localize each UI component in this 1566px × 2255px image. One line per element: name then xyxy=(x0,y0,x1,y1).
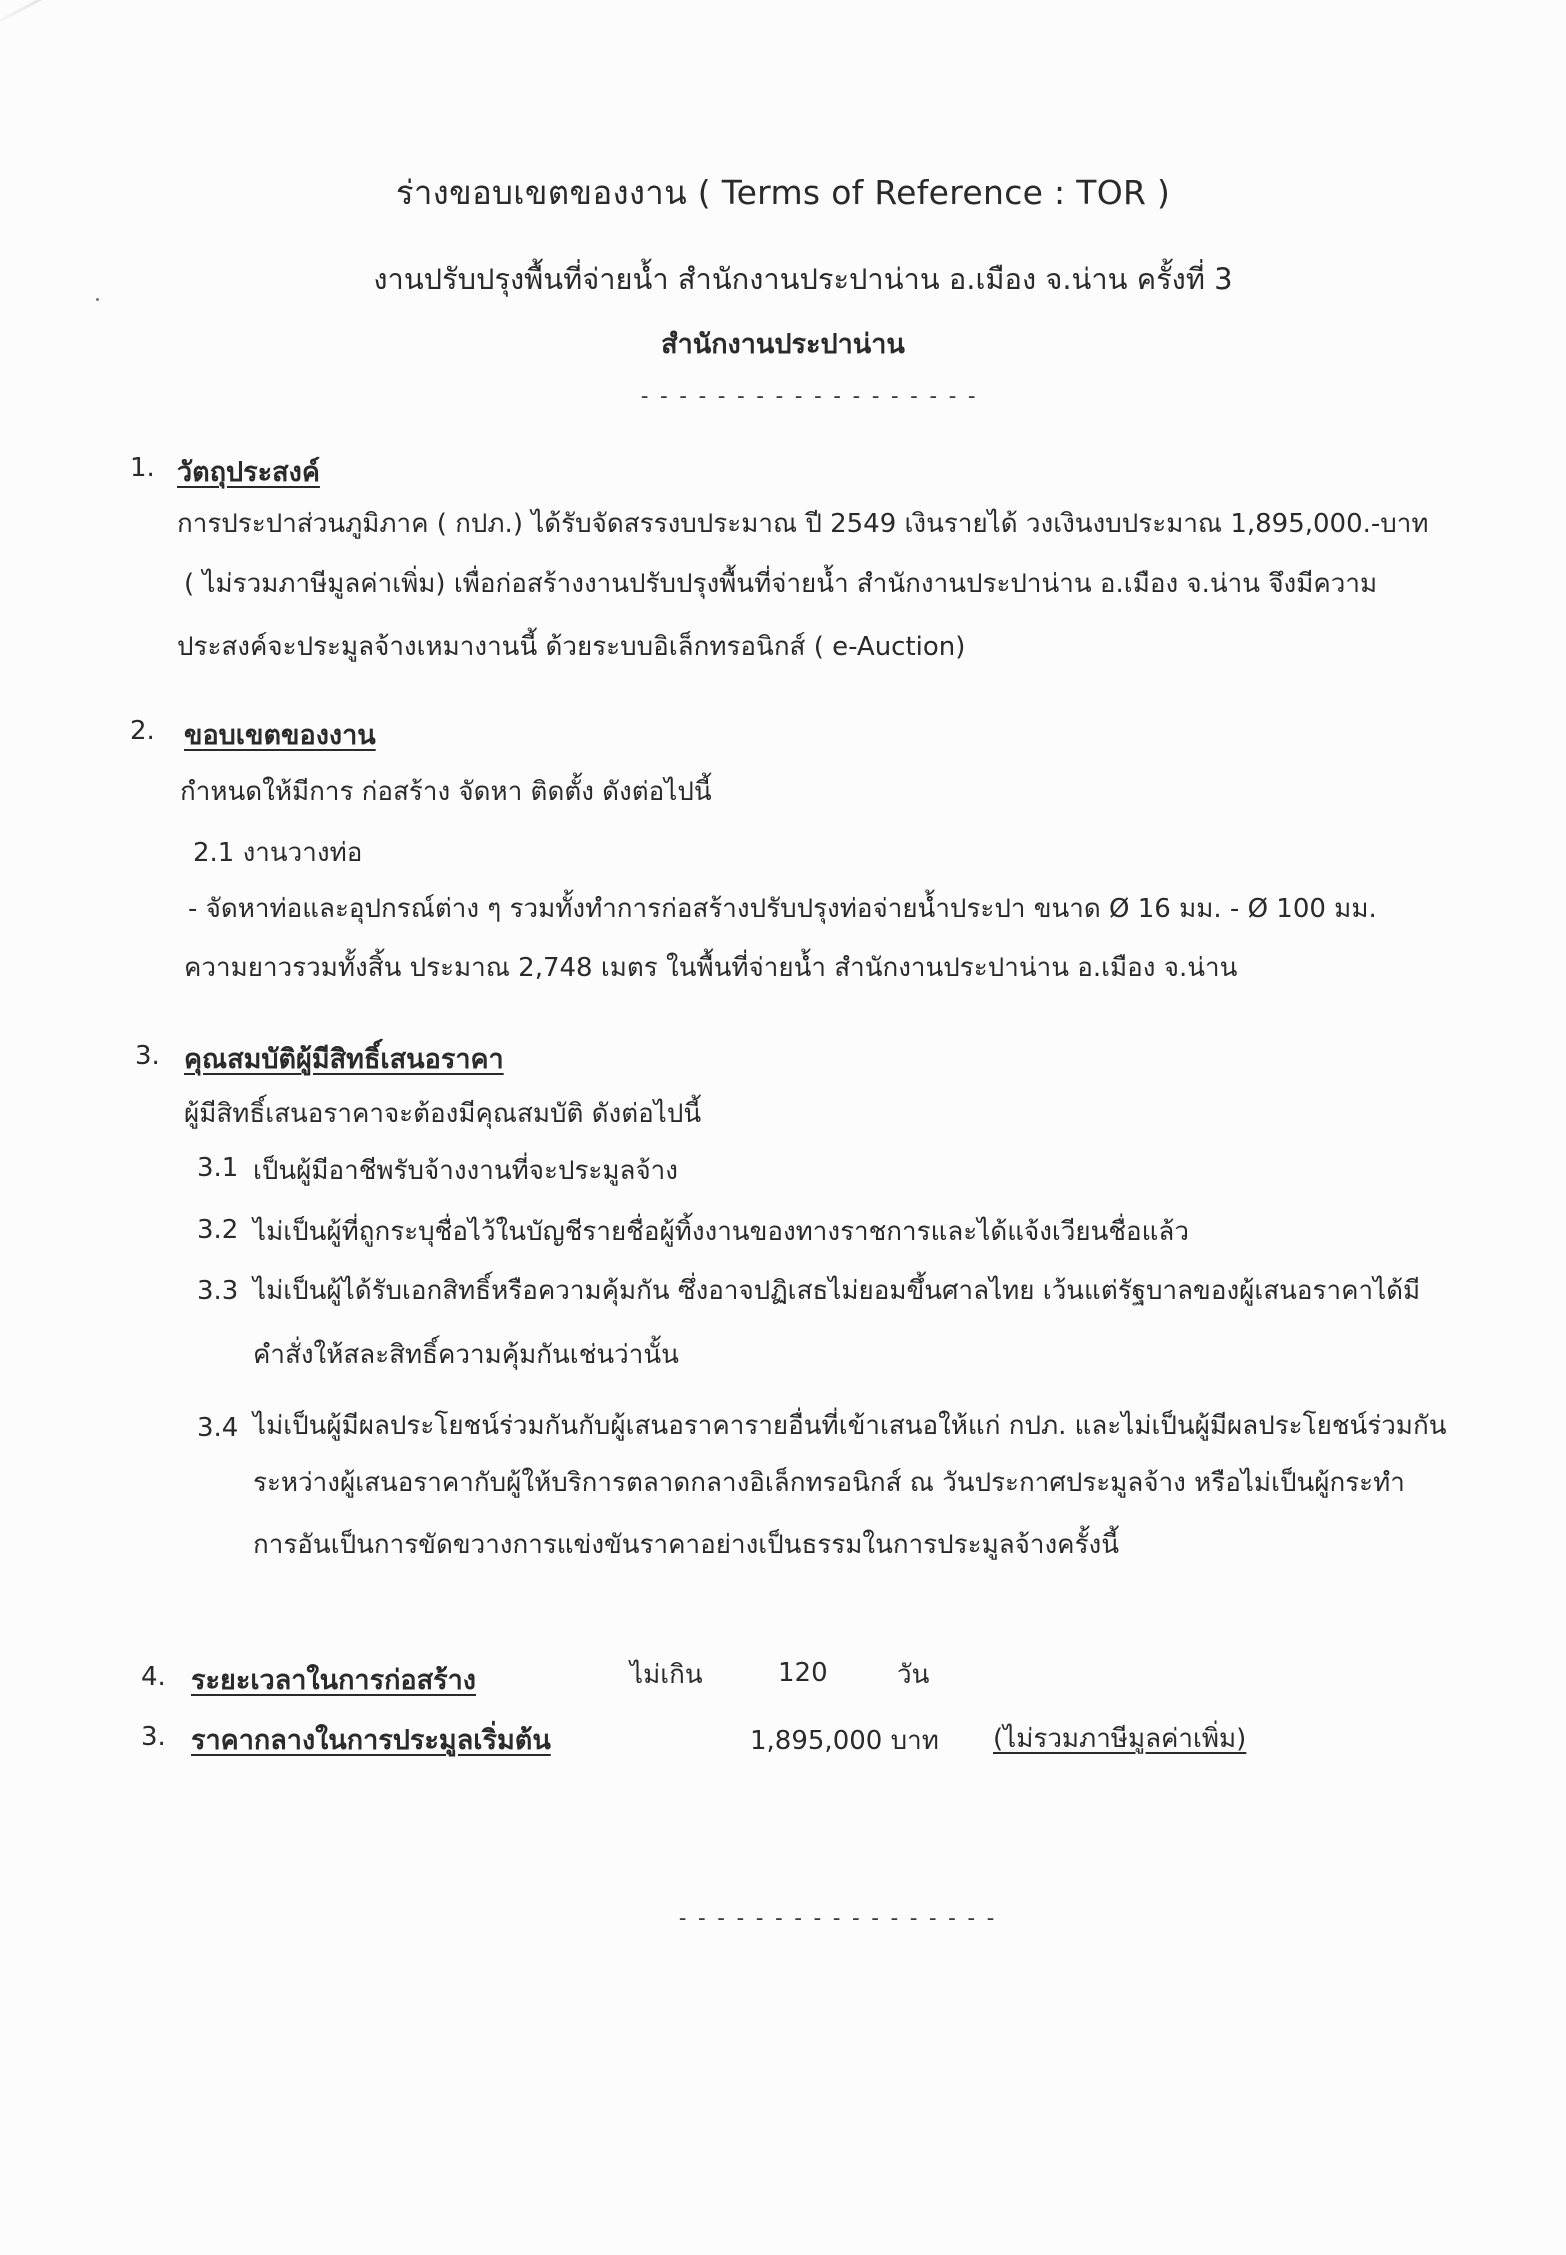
document-subtitle: งานปรับปรุงพื้นที่จ่ายน้ำ สำนักงานประปาน่าน อ.เมือง จ.น่าน ครั้งที่ 3 xyxy=(373,262,1233,296)
reference-price-amount: 1,895,000 บาท xyxy=(750,1726,939,1756)
section-2-line-2: ความยาวรวมทั้งสิ้น ประมาณ 2,748 เมตร ในพื้นที่จ่ายน้ำ สำนักงานประปาน่าน อ.เมือง จ.น่าน xyxy=(184,953,1238,983)
item-3-2-text: ไม่เป็นผู้ที่ถูกระบุชื่อไว้ในบัญชีรายชื่อผู้ทิ้งงานของทางราชการและได้แจ้งเวียนชื่อแล้ว xyxy=(253,1217,1189,1247)
section-1-line-2: ( ไม่รวมภาษีมูลค่าเพิ่ม) เพื่อก่อสร้างงานปรับปรุงพื้นที่จ่ายน้ำ สำนักงานประปาน่าน อ.เมือง จ.น่าน จึงมีความ xyxy=(184,569,1378,599)
section-1-heading: วัตถุประสงค์ xyxy=(177,457,320,488)
section-3-number: 3. xyxy=(135,1041,160,1071)
section-2-number: 2. xyxy=(130,716,155,746)
section-2-intro: กำหนดให้มีการ ก่อสร้าง จัดหา ติดตั้ง ดังต่อไปนี้ xyxy=(180,777,712,807)
document-title: ร่างขอบเขตของงาน ( Terms of Reference : TOR ) xyxy=(395,173,1171,212)
item-3-4-label: 3.4 xyxy=(197,1413,239,1443)
item-3-4-cont-1: ระหว่างผู้เสนอราคากับผู้ให้บริการตลาดกลางอิเล็กทรอนิกส์ ณ วันประกาศประมูลจ้าง หรือไม่เป็นผู้กระทำ xyxy=(253,1468,1405,1498)
section-5-heading: ราคากลางในการประมูลเริ่มต้น xyxy=(191,1725,551,1756)
office-name: สำนักงานประปาน่าน xyxy=(661,329,905,360)
section-5-number: 3. xyxy=(141,1722,166,1752)
item-3-3-cont-1: คำสั่งให้สละสิทธิ์ความคุ้มกันเช่นว่านั้น xyxy=(253,1340,679,1370)
duration-value: 120 xyxy=(778,1658,828,1688)
section-2-line-1: - จัดหาท่อและอุปกรณ์ต่าง ๆ รวมทั้งทำการก่อสร้างปรับปรุงท่อจ่ายน้ำประปา ขนาด Ø 16 มม. - Ø 100 มม. xyxy=(188,894,1377,924)
item-3-4-cont-2: การอันเป็นการขัดขวางการแข่งขันราคาอย่างเป็นธรรมในการประมูลจ้างครั้งนี้ xyxy=(253,1530,1120,1560)
bottom-divider: ----------------- xyxy=(676,1906,1004,1931)
section-2-sub-label: 2.1 งานวางท่อ xyxy=(193,838,363,868)
item-3-2-label: 3.2 xyxy=(197,1215,239,1245)
section-3-heading: คุณสมบัติผู้มีสิทธิ์เสนอราคา xyxy=(184,1044,504,1075)
top-divider: ------------------ xyxy=(638,384,985,409)
reference-price-note: (ไม่รวมภาษีมูลค่าเพิ่ม) xyxy=(993,1724,1247,1754)
section-4-number: 4. xyxy=(141,1662,166,1692)
item-3-1-label: 3.1 xyxy=(197,1153,239,1183)
section-3-intro: ผู้มีสิทธิ์เสนอราคาจะต้องมีคุณสมบัติ ดังต่อไปนี้ xyxy=(184,1099,702,1129)
section-1-number: 1. xyxy=(130,453,155,483)
item-3-4-text: ไม่เป็นผู้มีผลประโยชน์ร่วมกันกับผู้เสนอราคารายอื่นที่เข้าเสนอให้แก่ กปภ. และไม่เป็นผู้มีผลประโยชน์ร่วมกัน xyxy=(253,1411,1447,1441)
duration-unit: วัน xyxy=(897,1660,930,1690)
item-3-1-text: เป็นผู้มีอาชีพรับจ้างงานที่จะประมูลจ้าง xyxy=(253,1156,678,1186)
section-1-line-3: ประสงค์จะประมูลจ้างเหมางานนี้ ด้วยระบบอิเล็กทรอนิกส์ ( e-Auction) xyxy=(177,632,966,662)
item-3-3-label: 3.3 xyxy=(197,1276,239,1306)
section-2-heading: ขอบเขตของงาน xyxy=(184,720,376,751)
section-1-line-1: การประปาส่วนภูมิภาค ( กปภ.) ได้รับจัดสรรงบประมาณ ปี 2549 เงินรายได้ วงเงินงบประมาณ 1,895,000.-บาท xyxy=(177,509,1429,539)
scan-artifact xyxy=(0,0,175,33)
item-3-3-text: ไม่เป็นผู้ได้รับเอกสิทธิ์หรือความคุ้มกัน ซึ่งอาจปฏิเสธไม่ยอมขึ้นศาลไทย เว้นแต่รัฐบาลของผู้เสนอราคาได้มี xyxy=(253,1276,1421,1306)
section-4-heading: ระยะเวลาในการก่อสร้าง xyxy=(191,1665,476,1696)
duration-qualifier: ไม่เกิน xyxy=(630,1660,703,1690)
